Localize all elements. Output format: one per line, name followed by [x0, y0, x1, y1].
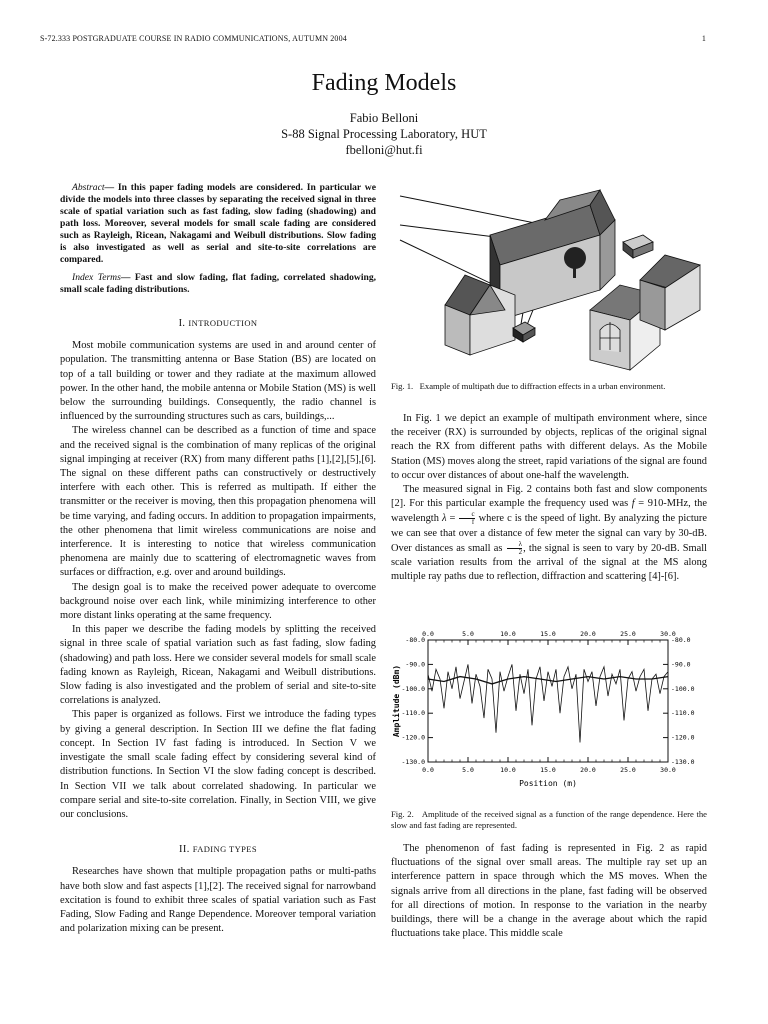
car-mobile-station: [513, 322, 535, 342]
x-tick-label-top: 25.0: [620, 630, 636, 638]
figure-2-chart: [390, 626, 710, 798]
intro-paragraph-4: In this paper we describe the fading models by splitting the received signal in three scale of spatial variation such as fast fading, slow fading (shadowing) and path loss. Here we consider several models for small scale fading known as Rayleigh, Ricean, Nakagami and Weibull distributions. Slow fading is also investigated and the problem of serial and site-to-site correlations is analyzed.: [60, 624, 376, 707]
right-paragraph-2: The measured signal in Fig. 2 contains both fast and slow components [2]. For this particular example the frequency used was f = 910-MHz, the wavelength λ = $\frac{c}{f}$ where c is the speed of light. By analyzing the picture we can see that over a distance of few meter the signal can vary by 30-dB. Over distances as small as $\frac{\lambda}{2}$ , the signal is seen to vary by 20-dB. Small scale variation results from the arrival of the signal at the MS along multiple ray paths due to reflection, diffraction and scattering [4]-[6].: [391, 484, 707, 583]
intro-paragraph-1: Most mobile communication systems are used in and around center of population. The transmitting antenna or Base Station (BS) are located on top of a tall building or tower and they radiate at the maximum allowed power. In the other hand, the mobile antenna or Mobile Station (MS) is well below the surrounding buildings. Consequently, the radio channel is influenced by the surrounding structures such as cars, buildings,...: [60, 340, 376, 423]
y-tick-label: -100.0: [401, 684, 425, 693]
x-tick-label: 10.0: [500, 766, 516, 774]
index-terms-label: Index Terms: [72, 272, 121, 283]
figure-2-caption: Fig. 2. Amplitude of the received signal as a function of the range dependence. Here the slow and fast fading are represented.: [391, 809, 707, 830]
car-top: [623, 235, 653, 258]
x-tick-label-top: 30.0: [660, 630, 676, 638]
y-tick-label: -120.0: [401, 733, 425, 742]
right-column-lower: [391, 842, 707, 941]
x-tick-label: 20.0: [580, 766, 596, 774]
y-tick-label-right: -120.0: [671, 733, 695, 742]
y-tick-label-right: -130.0: [671, 758, 695, 766]
x-tick-label: 0.0: [422, 766, 434, 774]
figure-1-caption: Fig. 1. Example of multipath due to diffraction effects in a urban environment.: [391, 381, 666, 391]
x-tick-label-top: 5.0: [462, 630, 474, 638]
author-affiliation: S-88 Signal Processing Laboratory, HUT: [281, 127, 487, 141]
y-tick-label-right: -90.0: [671, 660, 691, 669]
y-tick-label-right: -110.0: [671, 709, 695, 718]
fast-fading-line: [428, 664, 668, 742]
right-paragraph-1: In Fig. 1 we depict an example of multipath environment where, since the receiver (RX) is surrounded by objects, replicas of the original signal reach the RX from different paths with different delays. As the Mobile Station (MS) moves along the street, rapid variations of the signal are found to occur over distances of about one-half the wavelength.: [391, 413, 707, 481]
y-tick-label: -90.0: [405, 660, 425, 669]
x-axis-label: Position (m): [519, 779, 577, 788]
y-axis-label: Amplitude (dBm): [392, 664, 401, 738]
x-tick-label: 15.0: [540, 766, 556, 774]
right-column-upper: [391, 412, 707, 584]
page-number: 1: [701, 34, 706, 43]
abstract-text: — In this paper fading models are considered. In particular we divide the models into three classes by separating the received signal in three scale of spatial variation such as fast fading, slow fading (shadowing) and path loss. Moreover, several models for small scale fading are considered such as Rayleigh, Ricean, Nakagami and Weibull distributions. Slow fading is also investigated as well as serial and site-to-site correlations are compared.: [60, 182, 376, 265]
intro-paragraph-3: The design goal is to make the received power adequate to overcome background noise over each link, while minimizing interference to other more distant links operating at the same frequency.: [60, 581, 376, 622]
x-tick-label-top: 20.0: [580, 630, 596, 638]
index-terms: [60, 272, 376, 296]
author-name: Fabio Belloni: [349, 111, 419, 125]
y-tick-label-right: -80.0: [671, 636, 691, 644]
figure-1-illustration: [395, 180, 707, 372]
intro-paragraph-5: This paper is organized as follows. First we introduce the fading types by giving a general description. In Section III we define the flat fading concept. In Section IV fast fading is introduced. In Section V we investigate the small scale fading effect by considering several kind of distribution functions. In Section VI the slow fading concept is described. In Section VII we talk about correlated shadowing. In particular we compare serial and site-to-site correlation. Finally, in Section VIII, we give our conclusions.: [60, 709, 376, 820]
abstract: [60, 182, 376, 266]
right-paragraph-3: The phenomenon of fast fading is represented in Fig. 2 as rapid fluctuations of the signal over small areas. The multiple ray set up an interference pattern in space through which the MS moves. When the signals arrive from all directions in the plane, fast fading will be observed for all directions of motion. In response to the variation in the nearby buildings, there will be a change in the average about which the rapid fluctuations take place. This middle scale: [391, 843, 707, 940]
section-heading-fading-types: II. FADING TYPES: [179, 844, 257, 856]
author-email: fbelloni@hut.fi: [345, 143, 423, 157]
intro-paragraph-2: The wireless channel can be described as a function of time and space and the received signal is the combination of many replicas of the original signal impinging at receiver (RX) from many different paths [1],[2],[5],[6]. The signal on these different paths can constructively or destructively interfere with each other. This is referred as multipath. If either the transmitter or the receiver is moving, then this propagation phenomena will be time varying, and fading occurs. In addition to propagation impairments, the other phenomena that limit wireless communications are noise and interference. It is interesting to notice that wireless communication phenomena are mainly due to scattering of electromagnetic waves from surfaces or diffraction, e.g. over and around buildings.: [60, 425, 376, 579]
fading-types-paragraph: Researches have shown that multiple propagation paths or multi-paths have both slow and fast aspects [1],[2]. The received signal for narrowband excitation is found to exhibit three scales of spatial variation such as Fast Fading, Slow Fading and Range Dependence. Moreover temporal variation and polarization mixing can be present.: [60, 866, 376, 935]
x-tick-label: 5.0: [462, 766, 474, 774]
index-terms-text: — Fast and slow fading, flat fading, correlated shadowing, small scale fading distributions.: [60, 272, 377, 295]
y-tick-label: -80.0: [405, 636, 425, 644]
left-column: [60, 182, 376, 936]
building-right-far: [640, 255, 700, 330]
x-tick-label-top: 10.0: [500, 630, 516, 638]
abstract-label: Abstract: [72, 182, 105, 193]
y-tick-label: -130.0: [401, 758, 425, 766]
running-header: [40, 34, 706, 43]
x-tick-label-top: 0.0: [422, 630, 434, 638]
x-tick-label-top: 15.0: [540, 630, 556, 638]
section-heading-intro: I. INTRODUCTION: [178, 318, 258, 329]
running-header-text: S-72.333 POSTGRADUATE COURSE IN RADIO COMMUNICATIONS, AUTUMN 2004: [40, 34, 347, 43]
y-tick-label-right: -100.0: [671, 684, 695, 693]
plot-frame: [428, 640, 668, 762]
x-tick-label: 30.0: [660, 766, 676, 774]
author-block: [0, 110, 768, 158]
paper-title: Fading Models: [311, 70, 457, 96]
x-tick-label: 25.0: [620, 766, 636, 774]
y-tick-label: -110.0: [401, 709, 425, 718]
